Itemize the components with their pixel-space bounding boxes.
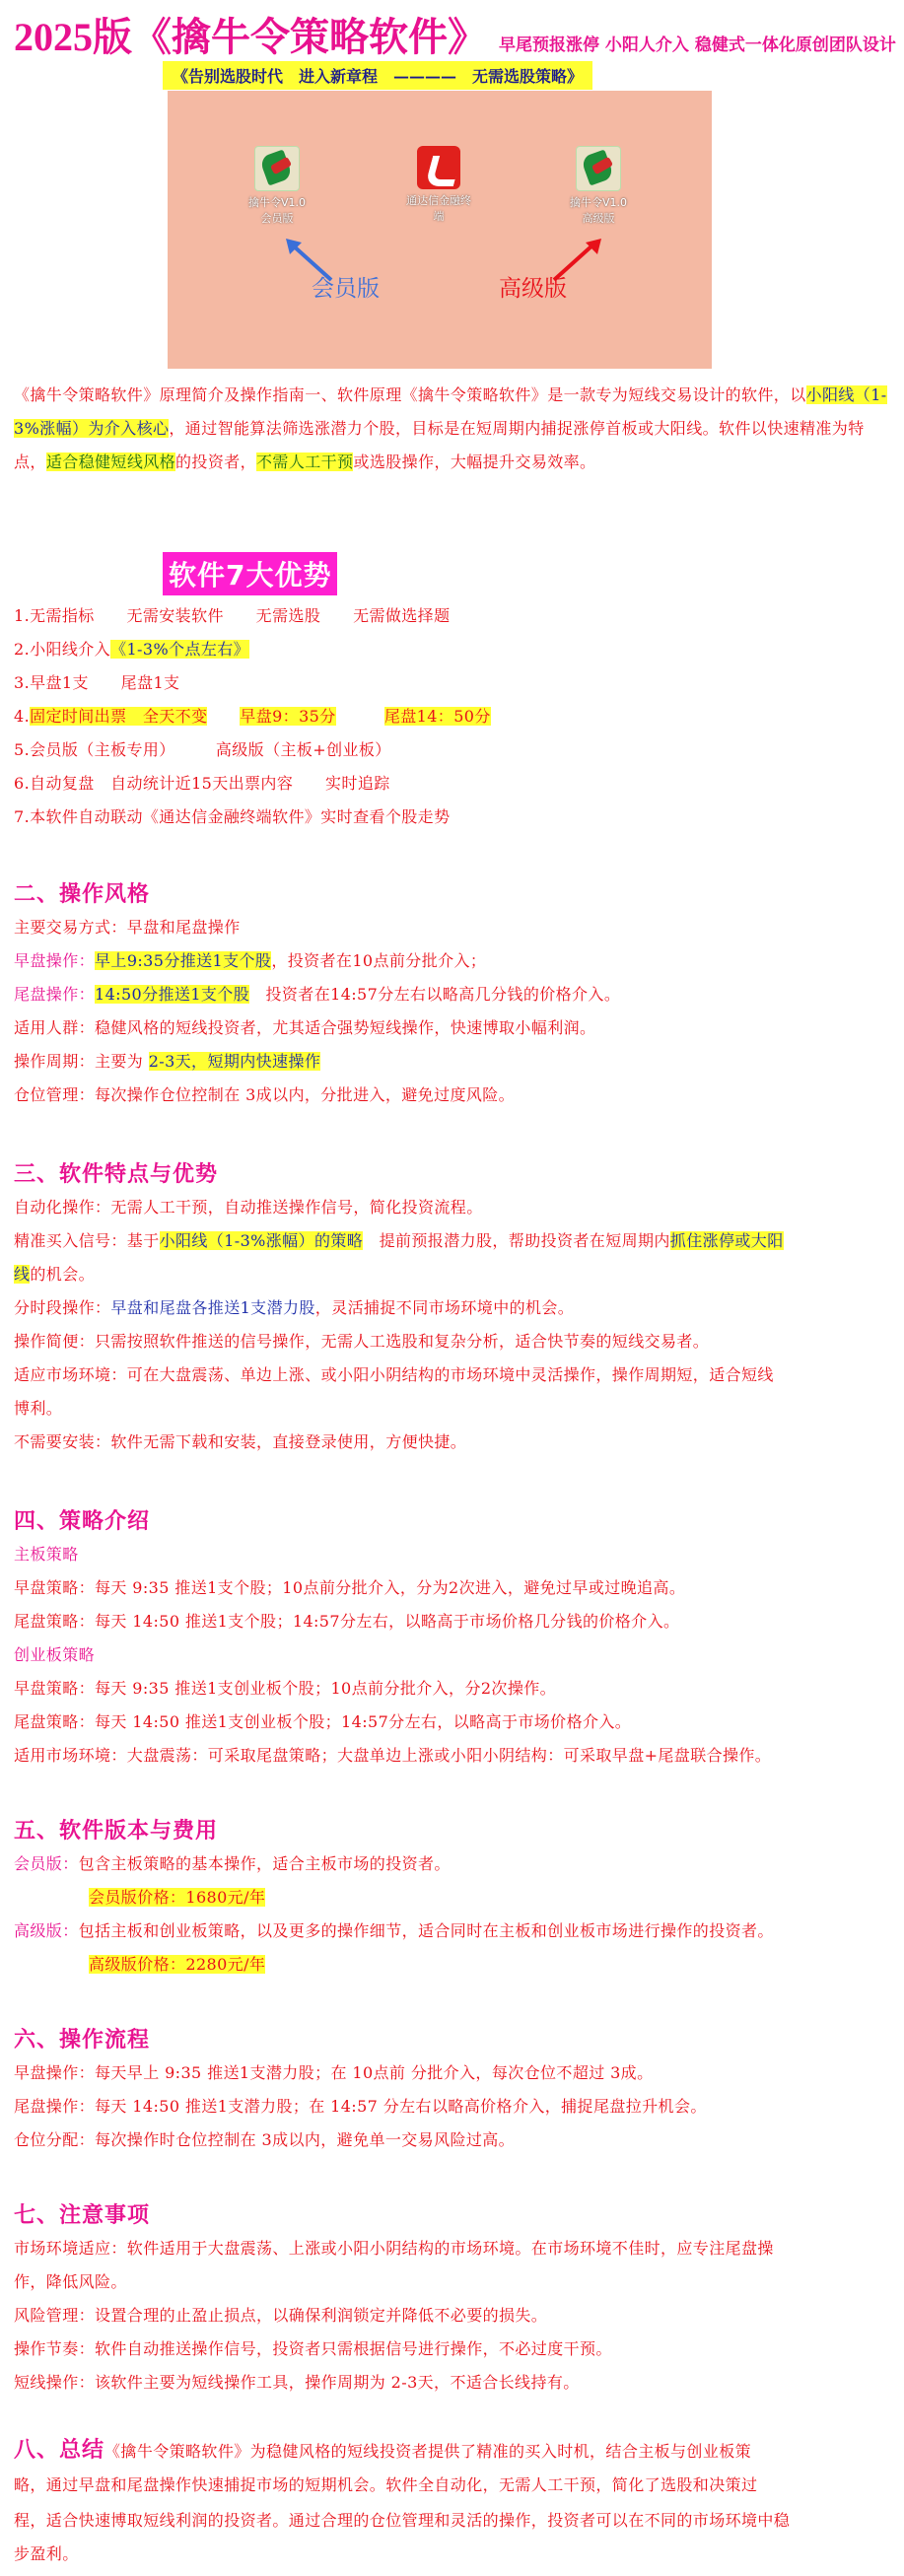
intro-highlight: 不需人工干预 (256, 453, 354, 471)
advantage-highlight: 《1-3%个点左右》 (110, 640, 250, 659)
desktop-shortcut-broker[interactable] (384, 146, 493, 225)
section-line: 仓位分配：每次操作时仓位控制在 3成以内，避免单一交易风险过高。 (14, 2130, 516, 2149)
section-line: 操作简便：只需按照软件推送的信号操作，无需人工选股和复杂分析，适合快节奏的短线交易者。 (14, 1332, 710, 1351)
line-emphasis: 早盘和尾盘各推送1支潜力股 (110, 1298, 315, 1317)
shortcut-caption: 擒牛令V1.0 (569, 196, 628, 209)
price-line (89, 1952, 265, 1978)
section-line: 短线操作：该软件主要为短线操作工具，操作周期为 2-3天，不适合长线持有。 (14, 2373, 580, 2392)
member-price: 会员版价格：1680元/年 (89, 1888, 266, 1907)
slogan-banner: 《告别选股时代 进入新章程 ———— 无需选股策略》 (163, 61, 592, 90)
shortcut-caption: 端 (433, 210, 445, 223)
advantage-text: 4. (14, 707, 31, 726)
section-line: 尾盘策略：每天 14:50 推送1支个股；14:57分左右，以略高于市场价格几分钱的价格介入。 (14, 1612, 680, 1631)
section-line: 操作节奏：软件自动推送操作信号，投资者只需根据信号进行操作，不必过度干预。 (14, 2339, 612, 2358)
section-line (14, 948, 486, 974)
line-text: 操作周期：主要为 (14, 1052, 149, 1071)
section-heading: 三、软件特点与优势 (14, 1161, 219, 1187)
advantage-item: 5.会员版（主板专用） 高级版（主板+创业板） (14, 740, 391, 759)
section-line: 主要交易方式：早盘和尾盘操作 (14, 918, 241, 937)
advanced-price: 高级版价格：2280元/年 (89, 1955, 266, 1974)
page-tagline: 早尾预报涨停 小阳人介入 稳健式一体化原创团队设计 (499, 35, 896, 55)
intro-paragraph (14, 379, 891, 479)
advantage-highlight: 固定时间出票 全天不变 (30, 707, 208, 726)
section-line: 适用市场环境：大盘震荡：可采取尾盘策略；大盘单边上涨或小阳小阴结构：可采取早盘+尾盘联合操作。 (14, 1746, 772, 1765)
section-line: 不需要安装：软件无需下载和安装，直接登录使用，方便快捷。 (14, 1432, 467, 1451)
section-heading: 八、总结 (14, 2437, 105, 2463)
line-text: 包括主板和创业板策略，以及更多的操作细节，适合同时在主板和创业板市场进行操作的投资者。 (78, 1921, 774, 1940)
line-highlight: 2-3天，短期内快速操作 (148, 1052, 321, 1071)
line-text: ，灵活捕捉不同市场环境中的机会。 (314, 1298, 575, 1317)
section-line: 风险管理：设置合理的止盈止损点，以确保利润锁定并降低不必要的损失。 (14, 2306, 548, 2325)
advantage-item (14, 637, 249, 662)
section-line: 早盘操作：每天早上 9:35 推送1支潜力股；在 10点前 分批介入，每次仓位不超过 3成。 (14, 2063, 654, 2082)
line-text: 包含主板策略的基本操作，适合主板市场的投资者。 (78, 1854, 451, 1873)
section-heading: 二、操作风格 (14, 881, 151, 907)
intro-text: 或选股操作，大幅提升交易效率。 (353, 453, 596, 471)
intro-text: 《擒牛令策略软件》原理简介及操作指南一、软件原理《擒牛令策略软件》是一款专为短线交易设计的软件，以 (14, 385, 806, 404)
section-line: 博利。 (14, 1399, 63, 1418)
section-line: 尾盘操作：每天 14:50 推送1支潜力股；在 14:57 分左右以略高价格介入，捕捉尾盘拉升机会。 (14, 2097, 707, 2116)
page-header (14, 6, 896, 62)
desktop-screenshot (168, 91, 712, 369)
summary-line: 步盈利。 (14, 2544, 79, 2563)
bull-app-icon (576, 146, 621, 191)
line-label: 会员版： (14, 1854, 79, 1873)
section-line: 尾盘策略：每天 14:50 推送1支创业板个股；14:57分左右，以略高于市场价格介入。 (14, 1712, 632, 1731)
section-line (14, 1262, 95, 1288)
shortcut-caption: 高级版 (582, 212, 615, 225)
intro-highlight: 适合稳健短线风格 (45, 453, 176, 471)
line-text: 《擒牛令策略软件》为稳健风格的短线投资者提供了精准的买入时机，结合主板与创业板策 (104, 2442, 752, 2461)
section-line: 适用人群：稳健风格的短线投资者，尤其适合强势短线操作，快速博取小幅利润。 (14, 1018, 596, 1037)
advantages-title: 软件7大优势 (163, 552, 337, 595)
line-text: 分时段操作： (14, 1298, 111, 1317)
section-heading: 四、策略介绍 (14, 1508, 151, 1534)
line-label: 高级版： (14, 1921, 79, 1940)
line-text: 提前预报潜力股，帮助投资者在短周期内 (363, 1231, 670, 1250)
section-line: 仓位管理：每次操作仓位控制在 3成以内，分批进入，避免过度风险。 (14, 1085, 516, 1104)
line-label: 尾盘操作： (14, 985, 96, 1004)
section-heading: 五、软件版本与费用 (14, 1818, 219, 1844)
advantage-item: 7.本软件自动联动《通达信金融终端软件》实时查看个股走势 (14, 807, 451, 826)
advantage-item: 6.自动复盘 自动统计近15天出票内容 实时追踪 (14, 774, 390, 793)
section-line (14, 1851, 451, 1877)
price-line (89, 1885, 265, 1911)
shortcut-caption: 会员版 (260, 212, 294, 225)
section-heading: 六、操作流程 (14, 2027, 151, 2053)
line-highlight: 抓住涨停或大阳 (669, 1231, 784, 1250)
desktop-shortcut-member[interactable] (223, 146, 331, 227)
advantage-highlight: 早盘9：35分 (240, 707, 336, 726)
section-line (14, 1049, 320, 1075)
section-line: 市场环境适应：软件适用于大盘震荡、上涨或小阳小阴结构的市场环境。在市场环境不佳时，应专注尾盘操 (14, 2239, 774, 2258)
advanced-version-label: 高级版 (499, 276, 567, 302)
section-line (14, 982, 620, 1008)
advantage-item: 3.早盘1支 尾盘1支 (14, 673, 180, 692)
section-line (14, 1295, 574, 1321)
intro-text: 的投资者， (175, 453, 257, 471)
summary-line: 略，通过早盘和尾盘操作快速捕捉市场的短期机会。软件全自动化，无需人工干预，简化了选股和决策过 (14, 2475, 758, 2494)
section-line: 自动化操作：无需人工干预，自动推送操作信号，简化投资流程。 (14, 1198, 483, 1217)
advantage-item (14, 704, 491, 730)
member-version-label: 会员版 (312, 276, 380, 302)
advantage-text: 2.小阳线介入 (14, 640, 111, 659)
page-title: 2025版《擒牛令策略软件》 (14, 15, 487, 59)
advantage-item: 1.无需指标 无需安装软件 无需选股 无需做选择题 (14, 606, 451, 625)
line-text: 投资者在14:57分左右以略高几分钱的价格介入。 (249, 985, 621, 1004)
line-label: 早盘操作： (14, 951, 96, 970)
section-line: 早盘策略：每天 9:35 推送1支创业板个股；10点前分批介入，分2次操作。 (14, 1679, 557, 1698)
line-highlight: 线 (14, 1265, 31, 1284)
line-text: ，投资者在10点前分批介入； (271, 951, 487, 970)
shortcut-caption: 通达信金融终 (406, 194, 471, 207)
section-line: 作，降低风险。 (14, 2272, 127, 2291)
line-text: 精准买入信号：基于 (14, 1231, 160, 1250)
section-heading: 七、注意事项 (14, 2202, 151, 2228)
section-line: 早盘策略：每天 9:35 推送1支个股；10点前分批介入，分为2次进入，避免过早或过晚追高。 (14, 1578, 686, 1597)
line-highlight: 早上9:35分推送1支个股 (95, 951, 272, 970)
shortcut-caption: 擒牛令V1.0 (247, 196, 307, 209)
section-line (14, 1918, 774, 1944)
line-highlight: 14:50分推送1支个股 (95, 985, 250, 1004)
summary-line (14, 2437, 751, 2465)
line-text: 的机会。 (30, 1265, 96, 1284)
subsection-label: 主板策略 (14, 1545, 79, 1564)
advantage-highlight: 尾盘14：50分 (383, 707, 491, 726)
broker-app-icon (417, 146, 460, 189)
intro-text: ，通过智能算法筛选涨潜力个股，目标是在短周期内捕捉涨停首板或大阳线。软件以快速精准为特点， (14, 419, 865, 471)
bull-app-icon (254, 146, 300, 191)
line-highlight: 小阳线（1-3%涨幅）的策略 (159, 1231, 364, 1250)
section-line (14, 1228, 784, 1254)
intro-highlight: 小阳线（1-3%涨幅）为介入核心 (14, 385, 887, 438)
section-line: 适应市场环境：可在大盘震荡、单边上涨、或小阳小阴结构的市场环境中灵活操作，操作周期短，适合短线 (14, 1365, 774, 1384)
summary-line: 程，适合快速博取短线利润的投资者。通过合理的仓位管理和灵活的操作，投资者可以在不同的市场环境中稳 (14, 2511, 791, 2530)
subsection-label: 创业板策略 (14, 1645, 96, 1664)
desktop-shortcut-advanced[interactable] (544, 146, 653, 227)
